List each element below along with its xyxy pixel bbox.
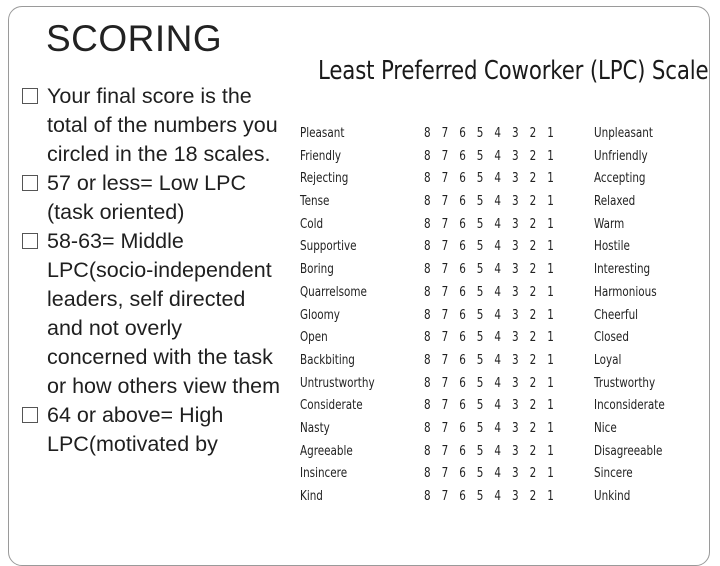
left-adjective: Cold	[300, 216, 324, 232]
rating-numbers: 8 7 6 5 4 3 2 1	[424, 489, 558, 504]
left-adjective: Quarrelsome	[300, 284, 367, 300]
scale-row	[300, 259, 700, 282]
bullet-item	[22, 401, 284, 459]
bullet-text: 64 or above= High LPC(motivated by	[47, 403, 224, 456]
checkbox-bullet-icon	[22, 88, 38, 104]
left-adjective: Insincere	[300, 466, 348, 482]
checkbox-bullet-icon	[22, 407, 38, 423]
scale-row	[300, 214, 700, 237]
right-adjective: Hostile	[594, 239, 630, 255]
slide-title: SCORING	[46, 18, 223, 59]
bullet-text: 57 or less= Low LPC (task oriented)	[47, 171, 246, 224]
right-adjective: Unkind	[594, 489, 631, 504]
left-adjective: Rejecting	[300, 171, 349, 187]
rating-numbers: 8 7 6 5 4 3 2 1	[424, 171, 558, 187]
scale-row	[300, 486, 700, 509]
rating-numbers: 8 7 6 5 4 3 2 1	[424, 375, 558, 391]
scale-row	[300, 463, 700, 486]
right-adjective: Nice	[594, 420, 617, 436]
rating-numbers: 8 7 6 5 4 3 2 1	[424, 443, 558, 459]
right-adjective: Inconsiderate	[594, 398, 665, 414]
left-adjective: Open	[300, 330, 328, 346]
rating-numbers: 8 7 6 5 4 3 2 1	[424, 262, 558, 278]
rating-numbers: 8 7 6 5 4 3 2 1	[424, 420, 558, 436]
right-adjective: Sincere	[594, 466, 633, 482]
bullet-item	[22, 227, 284, 401]
scale-row	[300, 441, 700, 464]
rating-numbers: 8 7 6 5 4 3 2 1	[424, 330, 558, 346]
right-adjective: Cheerful	[594, 307, 639, 323]
right-adjective: Warm	[594, 216, 625, 232]
scale-row	[300, 327, 700, 350]
scale-row	[300, 418, 700, 441]
right-adjective: Harmonious	[594, 284, 657, 300]
right-adjective: Unpleasant	[594, 126, 653, 141]
scale-row	[300, 350, 700, 373]
scale-row	[300, 395, 700, 418]
bullet-list	[22, 82, 284, 459]
rating-numbers: 8 7 6 5 4 3 2 1	[424, 194, 558, 210]
left-adjective: Gloomy	[300, 307, 340, 323]
left-adjective: Supportive	[300, 239, 357, 255]
scale-row	[300, 191, 700, 214]
bullet-item	[22, 169, 284, 227]
bullet-text: 58-63= Middle LPC(socio-independent leaders, self directed and not overly concerned with the task or how others view them	[47, 229, 281, 398]
left-adjective: Considerate	[300, 398, 363, 414]
left-adjective: Agreeable	[300, 443, 353, 459]
right-adjective: Interesting	[594, 262, 651, 278]
rating-numbers: 8 7 6 5 4 3 2 1	[424, 307, 558, 323]
left-adjective: Nasty	[300, 420, 330, 436]
rating-numbers: 8 7 6 5 4 3 2 1	[424, 352, 558, 368]
right-adjective: Relaxed	[594, 194, 636, 210]
right-adjective: Loyal	[594, 352, 622, 368]
bullet-item	[22, 82, 284, 169]
rating-numbers: 8 7 6 5 4 3 2 1	[424, 239, 558, 255]
rating-numbers: 8 7 6 5 4 3 2 1	[424, 466, 558, 482]
left-adjective: Friendly	[300, 148, 342, 164]
scale-row	[300, 146, 700, 169]
scale-row	[300, 236, 700, 259]
rating-numbers: 8 7 6 5 4 3 2 1	[424, 126, 558, 141]
scale-row	[300, 168, 700, 191]
rating-numbers: 8 7 6 5 4 3 2 1	[424, 284, 558, 300]
scale-row	[300, 123, 700, 146]
right-adjective: Unfriendly	[594, 148, 648, 164]
checkbox-bullet-icon	[22, 233, 38, 249]
lpc-scale-table	[300, 123, 700, 509]
right-adjective: Closed	[594, 330, 629, 346]
right-adjective: Trustworthy	[594, 375, 656, 391]
scale-row	[300, 305, 700, 328]
right-adjective: Accepting	[594, 171, 646, 187]
rating-numbers: 8 7 6 5 4 3 2 1	[424, 216, 558, 232]
scale-title: Least Preferred Coworker (LPC) Scale	[318, 56, 709, 86]
left-adjective: Tense	[300, 194, 330, 210]
left-adjective: Pleasant	[300, 126, 345, 141]
right-adjective: Disagreeable	[594, 443, 663, 459]
scale-row	[300, 282, 700, 305]
rating-numbers: 8 7 6 5 4 3 2 1	[424, 148, 558, 164]
rating-numbers: 8 7 6 5 4 3 2 1	[424, 398, 558, 414]
left-adjective: Boring	[300, 262, 334, 278]
checkbox-bullet-icon	[22, 175, 38, 191]
scale-row	[300, 373, 700, 396]
left-adjective: Untrustworthy	[300, 375, 375, 391]
bullet-text: Your final score is the total of the numbers you circled in the 18 scales.	[47, 84, 278, 166]
left-adjective: Kind	[300, 489, 323, 504]
left-adjective: Backbiting	[300, 352, 355, 368]
